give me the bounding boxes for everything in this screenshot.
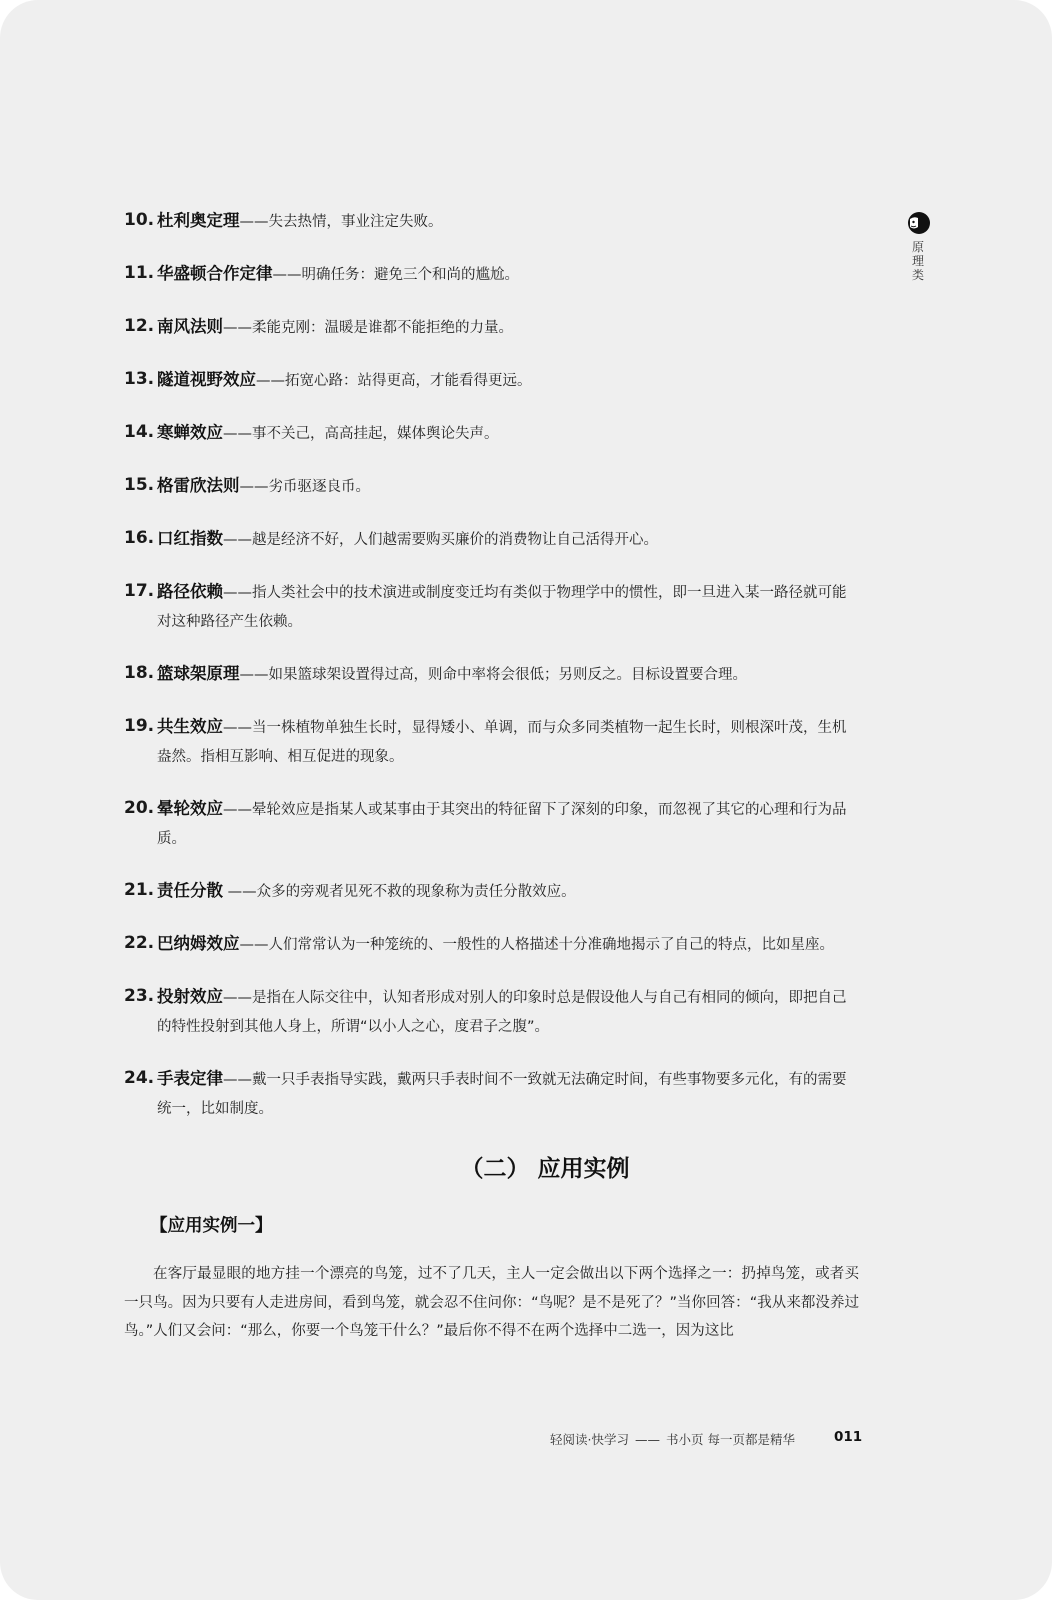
principle-text <box>157 929 859 960</box>
principle-text <box>157 794 859 854</box>
principle-item <box>124 365 859 396</box>
principle-name: 共生效应 <box>157 717 223 736</box>
principle-name: 华盛顿合作定律 <box>157 264 273 283</box>
principle-name: 路径依赖 <box>157 582 223 601</box>
principle-description: ——人们常常认为一种笼统的、一般性的人格描述十分准确地揭示了自己的特点，比如星座。 <box>239 937 834 953</box>
principle-text <box>157 577 859 637</box>
principle-number: 24. <box>124 1068 155 1088</box>
principle-name: 口红指数 <box>157 529 223 548</box>
principle-name: 巴纳姆效应 <box>157 934 240 953</box>
principle-name: 南风法则 <box>157 317 223 336</box>
principle-text <box>157 712 859 772</box>
principle-name: 投射效应 <box>157 987 223 1006</box>
principle-description: ——越是经济不好，人们越需要购买廉价的消费物让自己活得开心。 <box>223 532 658 548</box>
section-title: （二） 应用实例 <box>460 1156 630 1182</box>
principle-name: 杜利奥定理 <box>157 211 240 230</box>
category-label: 原理类 <box>911 240 924 282</box>
principle-text <box>157 418 859 449</box>
principle-description: ——戴一只手表指导实践，戴两只手表时间不一致就无法确定时间，有些事物要多元化，有的需要统一，比如制度。 <box>157 1072 847 1117</box>
principle-number: 17. <box>124 581 155 601</box>
principle-item <box>124 982 859 1042</box>
principle-description: ——当一株植物单独生长时，显得矮小、单调，而与众多同类植物一起生长时，则根深叶茂，生机盎然。指相互影响、相互促进的现象。 <box>157 720 847 765</box>
footer-slogan: 轻阅读·快学习 <box>550 1432 629 1447</box>
page-footer <box>550 1430 795 1448</box>
principle-item <box>124 418 859 449</box>
example-title: 【应用实例一】 <box>150 1216 273 1236</box>
principle-item <box>124 524 859 555</box>
principle-item <box>124 712 859 772</box>
principle-text <box>157 659 859 690</box>
principle-text <box>157 982 859 1042</box>
principle-name: 手表定律 <box>157 1069 223 1088</box>
principle-name: 晕轮效应 <box>157 799 223 818</box>
principle-item <box>124 312 859 343</box>
principle-description: ——是指在人际交往中，认知者形成对别人的印象时总是假设他人与自己有相同的倾向，即把自己的特性投射到其他人身上，所谓“以小人之心，度君子之腹”。 <box>157 990 847 1035</box>
principle-item <box>124 876 859 907</box>
principle-item <box>124 659 859 690</box>
category-side-tab <box>903 210 933 282</box>
principle-number: 13. <box>124 369 155 389</box>
principle-text <box>157 312 859 343</box>
principle-description: ——如果篮球架设置得过高，则命中率将会很低；另则反之。目标设置要合理。 <box>239 667 747 683</box>
principle-item <box>124 929 859 960</box>
principle-text <box>157 1064 859 1124</box>
principle-number: 15. <box>124 475 155 495</box>
principle-description: ——众多的旁观者见死不救的现象称为责任分散效应。 <box>223 884 576 900</box>
principle-description: ——指人类社会中的技术演进或制度变迁均有类似于物理学中的惯性，即一旦进入某一路径就可能对这种路径产生依赖。 <box>157 585 847 630</box>
principle-text <box>157 206 859 237</box>
principle-name: 格雷欣法则 <box>157 476 240 495</box>
principle-description: ——拓宽心路：站得更高，才能看得更远。 <box>256 373 532 389</box>
principle-item <box>124 206 859 237</box>
principle-number: 12. <box>124 316 155 336</box>
principle-item <box>124 471 859 502</box>
principle-text <box>157 259 859 290</box>
principles-list <box>124 206 859 1146</box>
head-silhouette-icon <box>905 210 931 236</box>
example-paragraph: 在客厅最显眼的地方挂一个漂亮的鸟笼，过不了几天，主人一定会做出以下两个选择之一：扔掉鸟笼，或者买一只鸟。因为只要有人走进房间，看到鸟笼，就会忍不住问你：“鸟呢？是不是死了？”当你回答：“我从来都没养过鸟。”人们又会问：“那么，你要一个鸟笼干什么？”最后你不得不在两个选择中二选一，因为这比 <box>124 1266 859 1339</box>
footer-brand: 书小页 每一页都是精华 <box>665 1432 795 1447</box>
principle-number: 19. <box>124 716 155 736</box>
principle-number: 22. <box>124 933 155 953</box>
principle-name: 篮球架原理 <box>157 664 240 683</box>
page-number: 011 <box>834 1429 863 1445</box>
principle-number: 23. <box>124 986 155 1006</box>
principle-number: 14. <box>124 422 155 442</box>
principle-description: ——明确任务：避免三个和尚的尴尬。 <box>272 267 519 283</box>
principle-number: 10. <box>124 210 155 230</box>
principle-item <box>124 1064 859 1124</box>
principle-description: ——事不关己，高高挂起，媒体舆论失声。 <box>223 426 499 442</box>
principle-number: 18. <box>124 663 155 683</box>
principle-name: 隧道视野效应 <box>157 370 256 389</box>
footer-separator: —— <box>634 1432 660 1447</box>
principle-number: 11. <box>124 263 155 283</box>
principle-text <box>157 524 859 555</box>
principle-description: ——失去热情，事业注定失败。 <box>239 214 443 230</box>
principle-item <box>124 259 859 290</box>
principle-text <box>157 876 859 907</box>
principle-number: 20. <box>124 798 155 818</box>
principle-text <box>157 471 859 502</box>
principle-item <box>124 577 859 637</box>
principle-description: ——晕轮效应是指某人或某事由于其突出的特征留下了深刻的印象，而忽视了其它的心理和行为品质。 <box>157 802 847 847</box>
principle-name: 责任分散 <box>157 881 223 900</box>
principle-description: ——柔能克刚：温暖是谁都不能拒绝的力量。 <box>223 320 513 336</box>
principle-name: 寒蝉效应 <box>157 423 223 442</box>
principle-description: ——劣币驱逐良币。 <box>239 479 370 495</box>
principle-number: 16. <box>124 528 155 548</box>
principle-item <box>124 794 859 854</box>
principle-number: 21. <box>124 880 155 900</box>
principle-text <box>157 365 859 396</box>
